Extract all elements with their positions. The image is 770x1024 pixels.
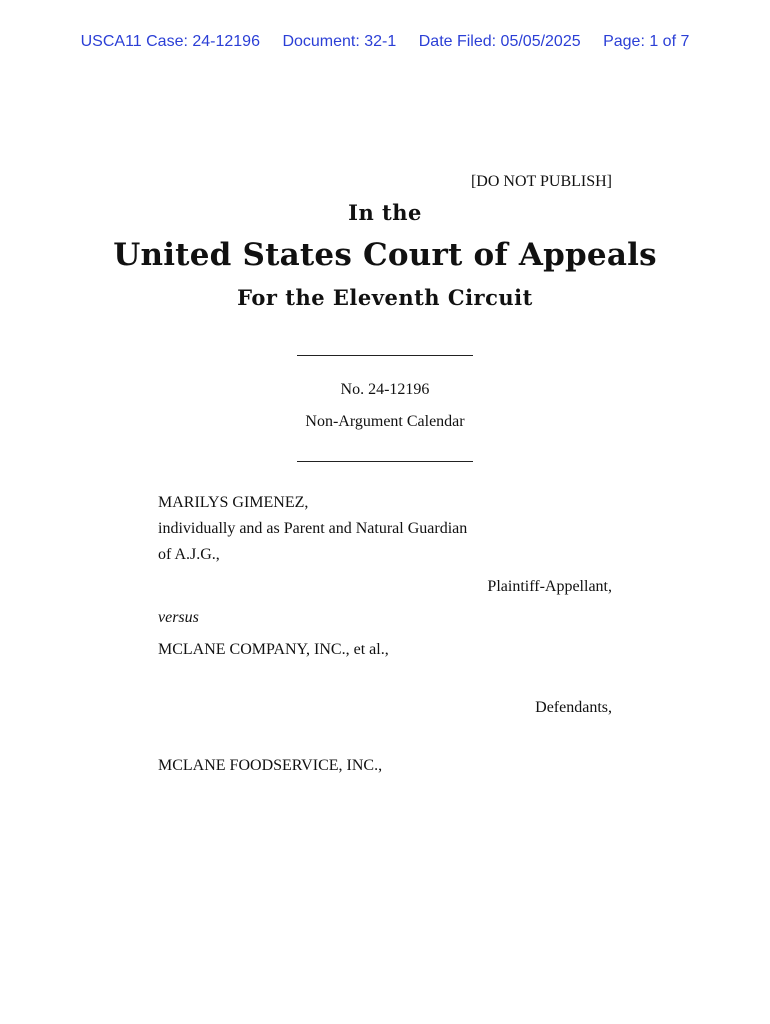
plaintiff-capacity-line-1: individually and as Parent and Natural Guardian [158,520,468,537]
case-number-stamp: USCA11 Case: 24-12196 [80,33,260,50]
filing-header [0,33,770,51]
divider-top [297,355,473,356]
plaintiff-name: MARILYS GIMENEZ, [158,494,309,511]
other-party-name: MCLANE FOODSERVICE, INC., [158,757,383,774]
divider-bottom [297,461,473,462]
date-filed-stamp: Date Filed: 05/05/2025 [418,33,581,50]
calendar-type: Non-Argument Calendar [305,413,465,430]
publication-status: [DO NOT PUBLISH] [470,173,612,190]
plaintiff-role: Plaintiff-Appellant, [487,578,612,595]
court-circuit: For the Eleventh Circuit [237,285,533,310]
plaintiff-capacity-line-2: of A.J.G., [158,546,220,563]
case-number: No. 24-12196 [340,381,430,398]
versus-label: versus [158,609,199,626]
page-number-stamp: Page: 1 of 7 [603,33,690,50]
document-number-stamp: Document: 32-1 [282,33,397,50]
court-name: United States Court of Appeals [113,237,657,273]
defendant-name: MCLANE COMPANY, INC., et al., [158,641,389,658]
defendant-role: Defendants, [535,699,612,716]
court-heading-in-the: In the [348,200,422,225]
